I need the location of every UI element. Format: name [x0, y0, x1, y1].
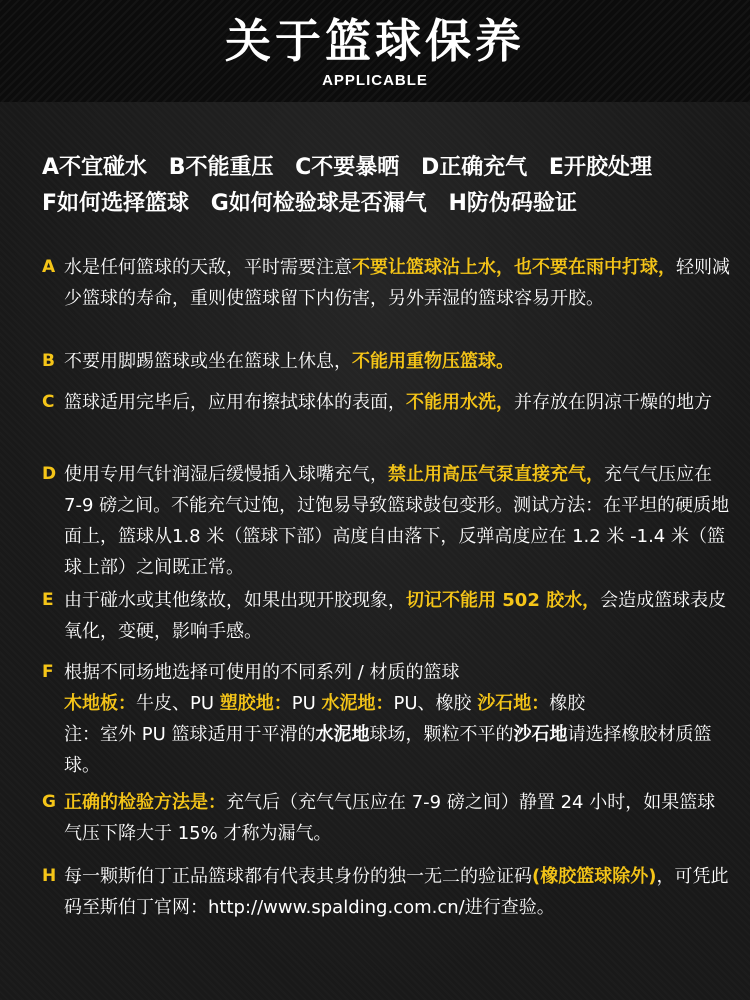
- section-text: 每一颗斯伯丁正品篮球都有代表其身份的独一无二的验证码: [64, 866, 532, 887]
- court-material: 牛皮、PU: [136, 693, 215, 714]
- section-highlight: 正确的检验方法是：: [64, 792, 226, 813]
- topic-index-item: C不要暴晒: [295, 155, 400, 180]
- section-highlight: 不能用重物压篮球。: [352, 351, 514, 372]
- court-label: 沙石地：: [477, 693, 550, 714]
- section-letter: A: [42, 257, 56, 277]
- section-highlight: 不能用水洗，: [406, 392, 514, 413]
- section-letter: G: [42, 792, 56, 812]
- court-label: 水泥地：: [321, 693, 394, 714]
- section-letter: E: [42, 590, 54, 610]
- section-text: 会造成篮球表皮氧化，变硬，影响手感。: [64, 590, 727, 642]
- court-material: PU、橡胶: [393, 693, 472, 714]
- section-g: [42, 787, 732, 861]
- note-text: 球场，颗粒不平的: [369, 724, 514, 745]
- court-label: 木地板：: [64, 693, 136, 714]
- note-text: 请选择橡胶材质篮球。: [64, 724, 712, 776]
- section-text: 由于碰水或其他缘故，如果出现开胶现象，: [64, 590, 406, 611]
- section-text: 使用专用气针润湿后缓慢插入球嘴充气，: [64, 464, 388, 485]
- note-bold: 沙石地: [513, 724, 568, 745]
- section-letter: B: [42, 351, 55, 371]
- section-f: [42, 657, 732, 787]
- section-text: 篮球适用完毕后，应用布擦拭球体的表面，: [64, 392, 406, 413]
- section-b: [42, 346, 732, 387]
- court-material: 橡胶: [549, 693, 586, 714]
- section-text: 水是任何篮球的天敌，平时需要注意: [64, 257, 352, 278]
- court-material-list: [64, 688, 732, 719]
- topic-index-item: H防伪码验证: [448, 191, 577, 216]
- section-highlight: (橡胶篮球除外): [532, 866, 657, 887]
- section-highlight: 禁止用高压气泵直接充气，: [388, 464, 604, 485]
- header-banner: [0, 0, 750, 102]
- section-letter: F: [42, 662, 54, 682]
- section-c: [42, 387, 732, 459]
- section-highlight: 切记不能用 502 胶水，: [406, 590, 601, 611]
- section-text: 根据不同场地选择可使用的不同系列 / 材质的篮球: [64, 662, 460, 683]
- topic-index-item: E开胶处理: [548, 155, 652, 180]
- section-highlight: 不要让篮球沾上水，也不要在雨中打球，: [352, 257, 676, 278]
- note-bold: 水泥地: [315, 724, 370, 745]
- section-letter: D: [42, 464, 57, 484]
- topic-index-row-2: [42, 186, 732, 222]
- section-text: 充气气压应在 7-9 磅之间。不能充气过饱，过饱易导致篮球鼓包变形。: [64, 464, 712, 516]
- court-note: [64, 719, 732, 781]
- section-text: 并存放在阴凉干燥的地方: [514, 392, 712, 413]
- topic-index: [42, 150, 732, 222]
- care-sections: [42, 252, 732, 923]
- topic-index-item: G如何检验球是否漏气: [210, 191, 427, 216]
- topic-index-item: B不能重压: [168, 155, 274, 180]
- section-text: 轻则减少篮球的寿命，重则使篮球留下内伤害，另外弄湿的篮球容易开胶。: [64, 257, 730, 309]
- note-text: 注：室外 PU 篮球适用于平滑的: [64, 724, 316, 745]
- section-text: 充气后（充气气压应在 7-9 磅之间）静置 24 小时，如果篮球气压下降大于 15% 才称为漏气。: [64, 792, 716, 844]
- court-material: PU: [291, 693, 316, 714]
- topic-index-item: A不宜碰水: [42, 155, 148, 180]
- section-text: 测试方法：在平坦的硬质地面上，篮球从1.8 米（篮球下部）高度自由落下，反弹高度应在 1.2 米 -1.4 米（篮球上部）之间既正常。: [64, 495, 730, 578]
- section-letter: H: [42, 866, 57, 886]
- topic-index-item: F如何选择篮球: [42, 191, 190, 216]
- section-text: ，可凭此码至斯伯丁官网：http://www.spalding.com.cn/进行查验。: [64, 866, 729, 918]
- court-label: 塑胶地：: [219, 693, 292, 714]
- section-h: [42, 861, 732, 923]
- section-letter: C: [42, 392, 55, 412]
- topic-index-row-1: [42, 150, 732, 186]
- topic-index-item: D正确充气: [420, 155, 528, 180]
- section-text: 不要用脚踢篮球或坐在篮球上休息，: [64, 351, 352, 372]
- section-d: [42, 459, 732, 585]
- page-subtitle: APPLICABLE: [322, 72, 428, 89]
- page-title: 关于篮球保养: [225, 14, 525, 68]
- section-e: [42, 585, 732, 657]
- section-a: [42, 252, 732, 346]
